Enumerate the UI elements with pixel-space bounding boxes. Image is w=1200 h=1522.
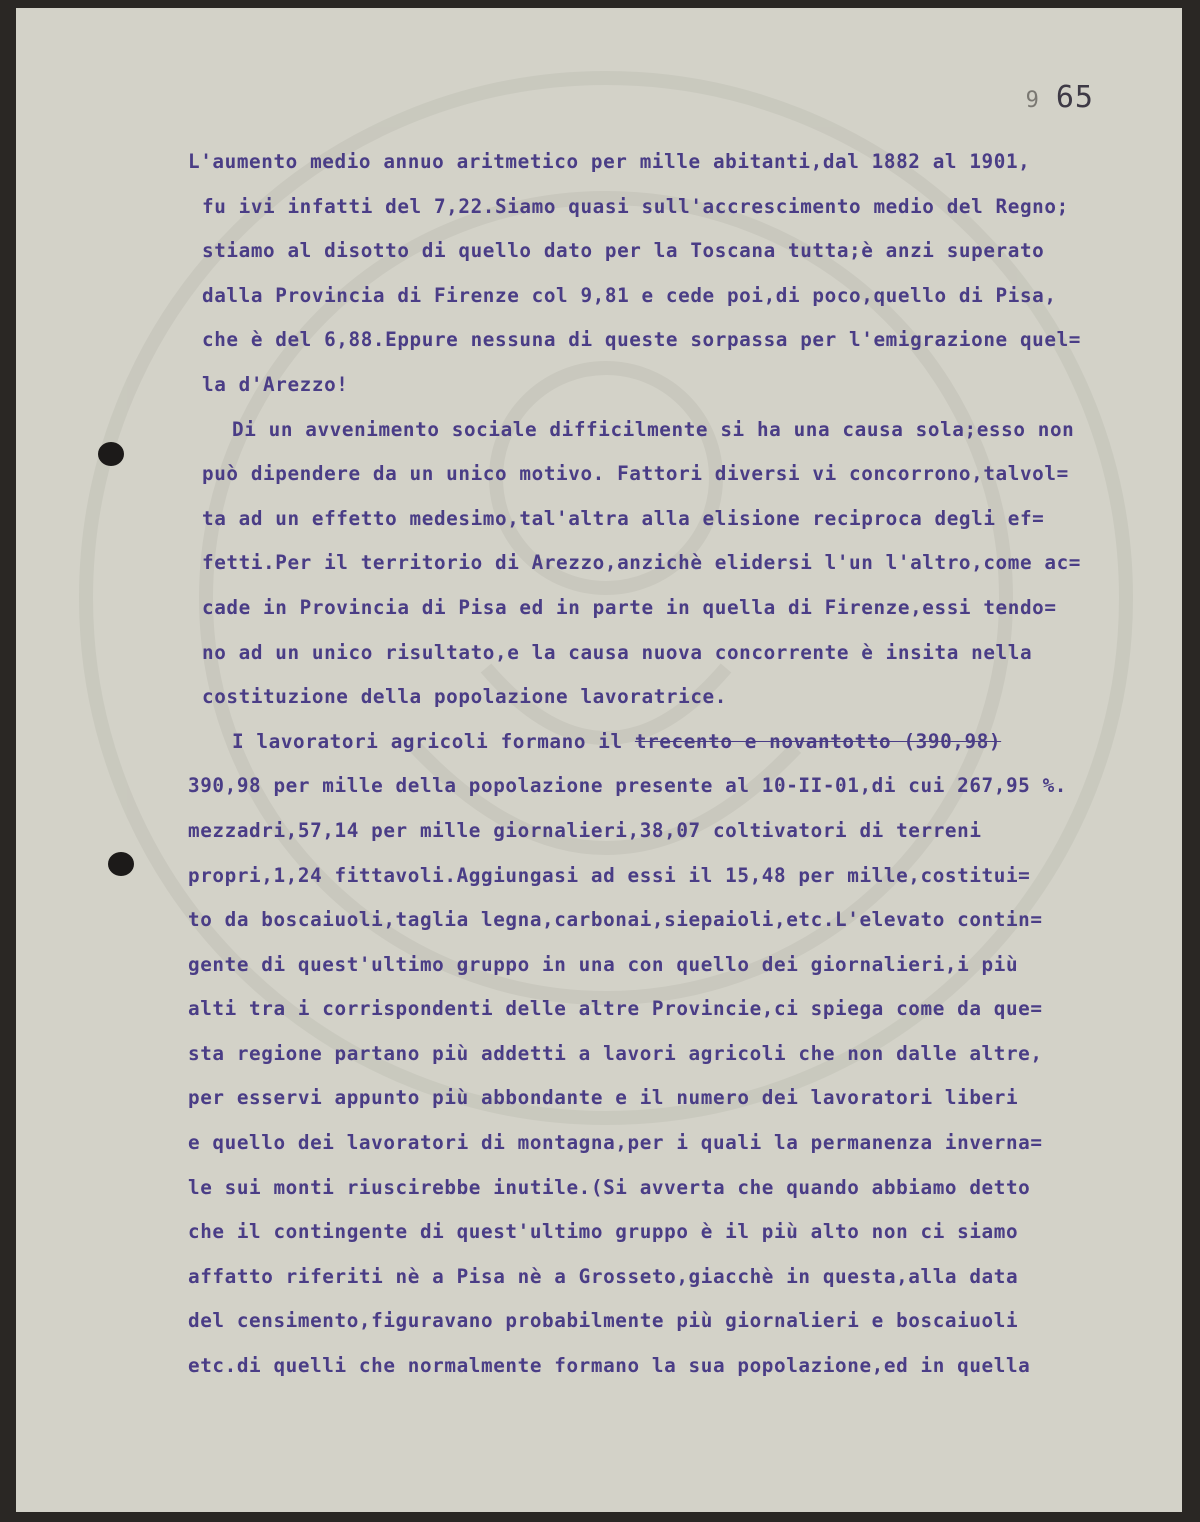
text-line: alti tra i corrispondenti delle altre Provincie,ci spiega come da que= bbox=[188, 997, 1043, 1021]
text-line: mezzadri,57,14 per mille giornalieri,38,07 coltivatori di terreni bbox=[188, 818, 982, 842]
text-line: I lavoratori agricoli formano il bbox=[232, 729, 623, 753]
text-line: può dipendere da un unico motivo. Fattori diversi vi concorrono,talvol= bbox=[202, 462, 1069, 486]
text-line: ta ad un effetto medesimo,tal'altra alla elisione reciproca degli ef= bbox=[202, 506, 1045, 530]
text-line: stiamo al disotto di quello dato per la Toscana tutta;è anzi superato bbox=[202, 239, 1045, 263]
text-line: gente di quest'ultimo gruppo in una con quello dei giornalieri,i più bbox=[188, 952, 1019, 976]
text-line: per esservi appunto più abbondante e il numero dei lavoratori liberi bbox=[188, 1086, 1019, 1110]
text-line: e quello dei lavoratori di montagna,per i quali la permanenza inverna= bbox=[188, 1131, 1043, 1155]
text-line: propri,1,24 fittavoli.Aggiungasi ad essi il 15,48 per mille,costitui= bbox=[188, 863, 1031, 887]
text-line: cade in Provincia di Pisa ed in parte in quella di Firenze,essi tendo= bbox=[202, 595, 1057, 619]
text-line: fu ivi infatti del 7,22.Siamo quasi sull'accrescimento medio del Regno; bbox=[202, 194, 1069, 218]
text-line: le sui monti riuscirebbe inutile.(Si avverta che quando abbiamo detto bbox=[188, 1175, 1031, 1199]
text-line: dalla Provincia di Firenze col 9,81 e cede poi,di poco,quello di Pisa, bbox=[202, 283, 1057, 307]
document-page bbox=[16, 8, 1182, 1512]
text-line: etc.di quelli che normalmente formano la sua popolazione,ed in quella bbox=[188, 1354, 1031, 1378]
text-line: del censimento,figuravano probabilmente più giornalieri e boscaiuoli bbox=[188, 1309, 1019, 1333]
text-line: Di un avvenimento sociale difficilmente si ha una causa sola;esso non bbox=[232, 417, 1075, 441]
text-line: L'aumento medio annuo aritmetico per mille abitanti,dal 1882 al 1901, bbox=[188, 150, 1031, 173]
struck-text: trecento e novantotto (390,98) bbox=[634, 729, 1002, 753]
text-line: sta regione partano più addetti a lavori agricoli che non dalle altre, bbox=[188, 1041, 1043, 1065]
text-line: fetti.Per il territorio di Arezzo,anzichè elidersi l'un l'altro,come ac= bbox=[202, 551, 1081, 575]
text-line: affatto riferiti nè a Pisa nè a Grosseto,giacchè in questa,alla data bbox=[188, 1264, 1019, 1288]
text-line: to da boscaiuoli,taglia legna,carbonai,siepaioli,etc.L'elevato contin= bbox=[188, 908, 1043, 932]
text-line: la d'Arezzo! bbox=[202, 372, 349, 396]
text-line: no ad un unico risultato,e la causa nuova concorrente è insita nella bbox=[202, 640, 1033, 664]
text-line-with-strikethrough bbox=[188, 720, 1168, 765]
text-line: che è del 6,88.Eppure nessuna di queste sorpassa per l'emigrazione quel= bbox=[202, 328, 1081, 352]
text-line: 390,98 per mille della popolazione presente al 10-II-01,di cui 267,95 %. bbox=[188, 774, 1067, 798]
typed-text-body bbox=[188, 140, 1168, 1389]
page-number bbox=[1026, 80, 1094, 115]
punch-hole-top bbox=[98, 442, 124, 466]
pencil-mark: 9 bbox=[1025, 88, 1040, 113]
text-line: che il contingente di quest'ultimo gruppo è il più alto non ci siamo bbox=[188, 1220, 1019, 1244]
punch-hole-bottom bbox=[108, 852, 134, 876]
page-number-value: 65 bbox=[1055, 80, 1094, 115]
text-line: costituzione della popolazione lavoratrice. bbox=[202, 685, 727, 709]
